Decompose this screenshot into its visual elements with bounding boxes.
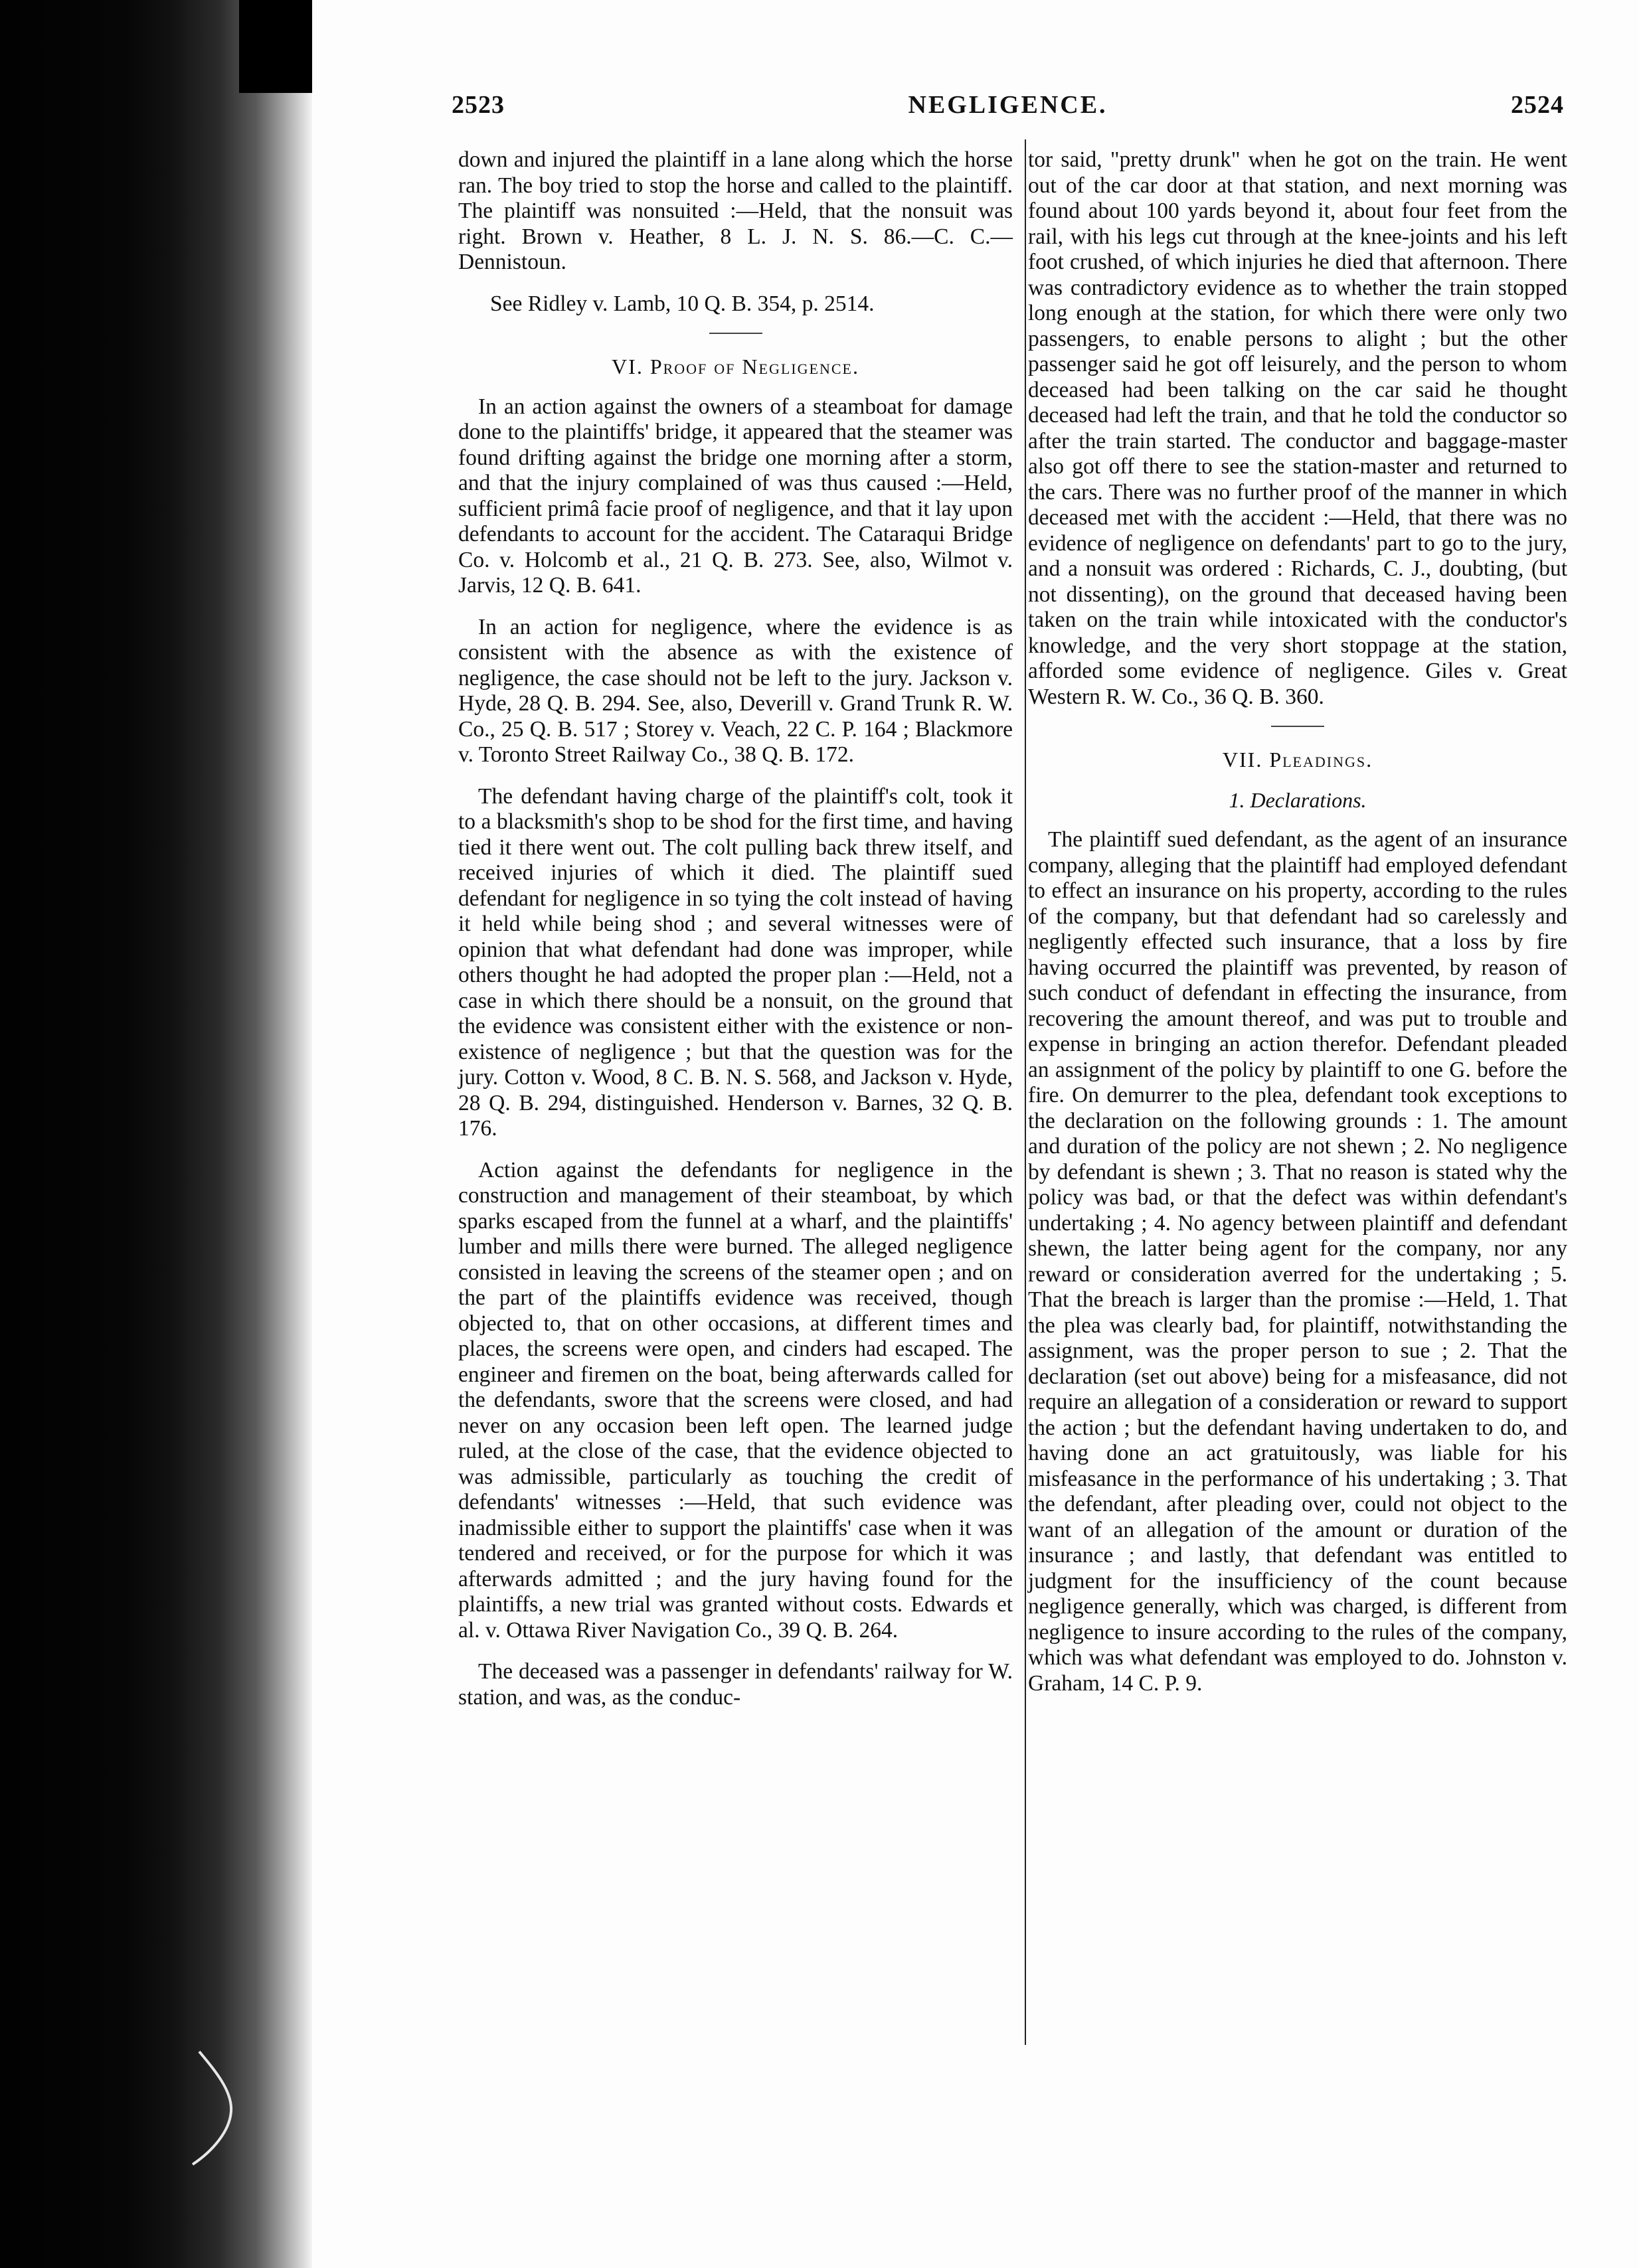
paragraph-deceased-start: The deceased was a passenger in defendants' railway for W. station, and was, as the conduc- (458, 1659, 1013, 1710)
cross-reference: See Ridley v. Lamb, 10 Q. B. 354, p. 2514. (490, 291, 875, 316)
paragraph-sparks: Action against the defendants for negligence in the construction and management of their steamboat, by which sparks escaped from the funnel at a wharf, and the plaintiffs' lumber and mills there were burned. The alleged negligence consisted in leaving the screens of the steamer open ; and on the part of the plaintiffs evidence was received, though objected to, that on other occasions, at different times and places, the screens were open, and cinders had escaped. The engineer and firemen on the boat, being afterwards called for the defendants, swore that the screens were closed, and had never on any occasion been left open. The learned judge ruled, at the close of the case, that the evidence objected to was admissible, particularly as touching the credit of defendants' witnesses :—Held, that such evidence was inadmissible either to support the plaintiffs' case when it was tendered and received, or for the purpose for which it was afterwards admitted ; and the jury having found for the plaintiffs, a new trial was granted without costs. Edwards et al. v. Ottawa River Navigation Co., 39 Q. B. 264. (458, 1157, 1013, 1643)
section-heading-vii: VII. Pleadings. (1222, 748, 1373, 771)
page-number-left: 2523 (452, 91, 505, 119)
right-column (1028, 147, 1567, 1712)
paragraph-steamboat-bridge: In an action against the owners of a steamboat for damage done to the plaintiffs' bridge, it appeared that the steamer was found drifting against the bridge one morning after a storm, and that the injury complained of was thus caused :—Held, sufficient primâ facie proof of negligence, and that it lay upon defendants to account for the accident. The Cataraqui Bridge Co. v. Holcomb et al., 21 Q. B. 273. See, also, Wilmot v. Jarvis, 12 Q. B. 641. (458, 394, 1013, 598)
running-head (452, 90, 1564, 137)
paragraph-deceased-continued: tor said, "pretty drunk" when he got on the train. He went out of the car door at that station, and next morning was found about 100 yards beyond it, about four feet from the rail, with his legs cut through at the knee-joints and his left foot crushed, of which injuries he died that afternoon. There was contradictory evidence as to whether the train stopped long enough at the station, for which there were only two passengers, to enable persons to alight ; but the other passenger said he got off leisurely, and the person to whom deceased had been talking on the car said he thought deceased had left the train, and that he told the conductor so after the train started. The conductor and baggage-master also got off there to see the station-master and returned to the cars. There was no further proof of the manner in which deceased met with the accident :—Held, that there was no evidence of negligence on defendants' part to go to the jury, and a nonsuit was ordered : Richards, C. J., doubting, (but not dissenting), on the ground that deceased having been taken on the train while intoxicated with the conductor's knowledge, and the very short stoppage at the station, afforded some evidence of negligence. Giles v. Great Western R. W. Co., 36 Q. B. 360. (1028, 147, 1567, 709)
left-column (458, 147, 1013, 1726)
section-rule (709, 333, 762, 334)
section-heading-vi: VI. Proof of Negligence. (612, 355, 859, 378)
paragraph-colt: The defendant having charge of the plaintiff's colt, took it to a blacksmith's shop to be shod for the first time, and having tied it there went out. The colt pulling back threw itself, and received injuries of which it died. The plaintiff sued defendant for negligence in so tying the colt instead of having it held while being shod ; and several witnesses were of opinion that what defendant had done was improper, while others thought he had adopted the proper plan :—Held, not a case in which there should be a nonsuit, on the ground that the evidence was consistent either with the existence or non-existence of negligence ; but that the question was for the jury. Cotton v. Wood, 8 C. B. N. S. 568, and Jackson v. Hyde, 28 Q. B. 294, distinguished. Henderson v. Barnes, 32 Q. B. 176. (458, 783, 1013, 1141)
paragraph-consistent-evidence: In an action for negligence, where the evidence is as consistent with the absence as with the existence of negligence, the case should not be left to the jury. Jackson v. Hyde, 28 Q. B. 294. See, also, Deverill v. Grand Trunk R. W. Co., 25 Q. B. 517 ; Storey v. Veach, 22 C. P. 164 ; Blackmore v. Toronto Street Railway Co., 38 Q. B. 172. (458, 614, 1013, 767)
book-spine-top-edge (239, 0, 312, 93)
subsection-heading-declarations: 1. Declarations. (1229, 787, 1367, 812)
paragraph-insurance-agent: The plaintiff sued defendant, as the agent of an insurance company, alleging that the plaintiff had employed defendant to effect an insurance on his property, according to the rules of the company, but that defendant had so carelessly and negligently effected such insurance, that a loss by fire having occurred the plaintiff was prevented, by reason of such conduct of defendant in effecting the insurance, from recovering the amount thereof, and was put to trouble and expense in bringing an action therefor. Defendant pleaded an assignment of the policy by plaintiff to one G. before the fire. On demurrer to the plea, defendant took exceptions to the declaration on the following grounds : 1. The amount and duration of the policy are not shewn ; 2. No negligence by defendant is shewn ; 3. That no reason is stated why the policy was bad, or that the defect was within defendant's undertaking ; 4. No agency between plaintiff and defendant shewn, the latter being agent for the company, nor any reward or consideration averred for the undertaking ; 5. That the breach is larger than the promise :—Held, 1. That the plea was clearly bad, for plaintiff, notwithstanding the assignment, was the proper person to sue ; 2. That the declaration (set out above) being for a misfeasance, did not require an allegation of a consideration or reward to support the action ; but the defendant having undertaken to do, and having done an act gratuitously, was liable for his misfeasance in the performance of his undertaking ; 3. That the defendant, after pleading over, could not object to the want of an allegation of the amount or duration of the insurance ; and lastly, that defendant was entitled to judgment for the insufficiency of the count because negligence generally, which was charged, is different from negligence to insure according to the rules of the company, which was what defendant was employed to do. Johnston v. Graham, 14 C. P. 9. (1028, 827, 1567, 1696)
book-spine-shadow (0, 0, 312, 2268)
section-rule (1271, 726, 1324, 727)
running-title: NEGLIGENCE. (908, 91, 1108, 119)
page-curl-mark (153, 2045, 252, 2171)
column-divider (1025, 139, 1026, 2045)
paragraph-continuation: down and injured the plaintiff in a lane along which the horse ran. The boy tried to stop the horse and called to the plaintiff. The plaintiff was nonsuited :—Held, that the nonsuit was right. Brown v. Heather, 8 L. J. N. S. 86.—C. C.—Dennistoun. (458, 147, 1013, 274)
page-number-right: 2524 (1511, 91, 1564, 119)
